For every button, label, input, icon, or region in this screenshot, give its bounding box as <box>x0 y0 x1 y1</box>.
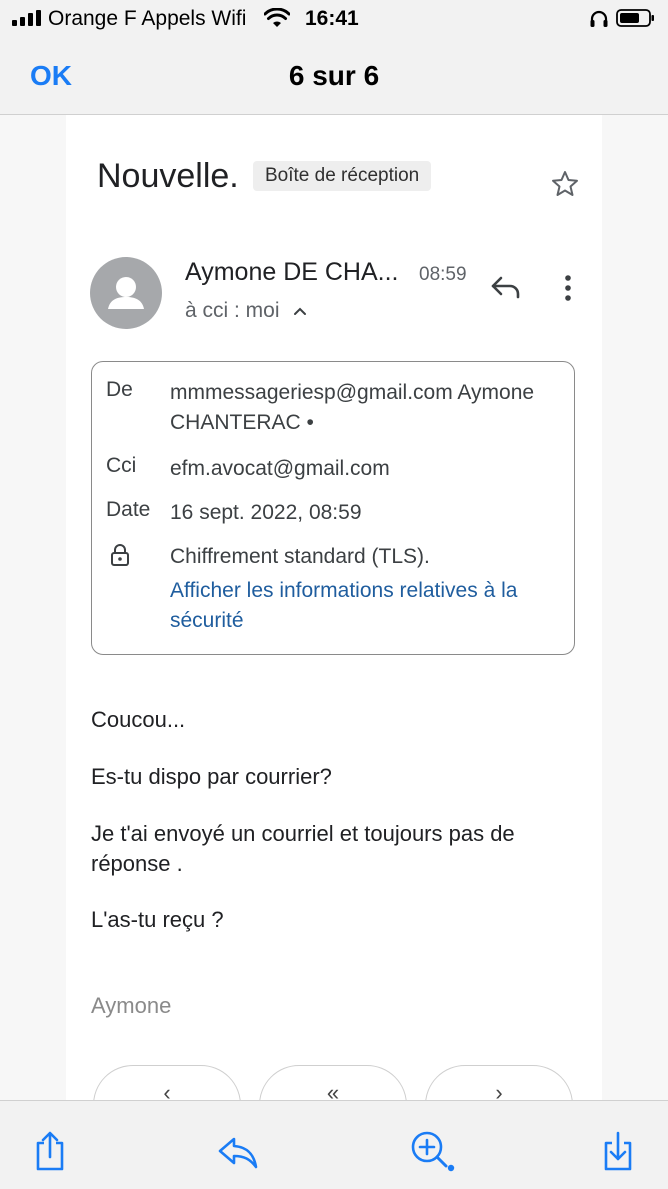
inbox-label[interactable]: Boîte de réception <box>253 161 431 191</box>
status-bar <box>0 0 668 40</box>
person-icon <box>90 257 162 329</box>
recipients-toggle[interactable] <box>185 299 307 323</box>
more-icon[interactable] <box>556 273 580 303</box>
email-details-card <box>91 361 575 655</box>
email-viewer[interactable] <box>0 115 668 1100</box>
zoom-in-icon[interactable] <box>408 1129 456 1173</box>
reply-toolbar-icon[interactable] <box>216 1129 260 1173</box>
reply-pill-button[interactable]: ‹ <box>93 1065 241 1100</box>
navigation-bar <box>0 40 668 115</box>
clock: 16:41 <box>305 7 359 30</box>
avatar[interactable] <box>90 257 162 329</box>
body-line: Es-tu dispo par courrier? <box>91 764 332 789</box>
bottom-toolbar <box>0 1100 668 1189</box>
signal-icon <box>12 10 42 26</box>
page-title: 6 sur 6 <box>288 60 380 91</box>
encryption-text: Chiffrement standard (TLS). <box>170 545 430 568</box>
chevron-up-icon <box>293 306 307 316</box>
security-info-link[interactable]: Afficher les informations relatives à la sécurité <box>170 579 518 632</box>
ok-button[interactable]: OK <box>30 60 72 91</box>
from-label: De <box>106 378 133 401</box>
carrier-name: Orange F Appels Wifi <box>48 7 247 30</box>
date-value: 16 sept. 2022, 08:59 <box>170 501 362 524</box>
email-page <box>66 115 602 1100</box>
email-subject: Nouvelle. <box>97 157 239 195</box>
star-icon[interactable] <box>550 169 580 199</box>
recipients-text: à cci : moi <box>185 299 280 322</box>
lock-icon <box>110 543 130 567</box>
sender-name[interactable]: Aymone DE CHA... <box>185 258 399 286</box>
battery-icon <box>616 8 656 28</box>
body-line: Je t'ai envoyé un courriel et toujours pas de réponse . <box>91 821 515 876</box>
date-label: Date <box>106 498 151 521</box>
cci-label: Cci <box>106 454 137 477</box>
from-value[interactable]: mmmessageriesp@gmail.com Aymone CHANTERAC • <box>170 381 535 434</box>
share-icon[interactable] <box>30 1129 70 1173</box>
wifi-icon <box>264 8 290 28</box>
body-line: Coucou... <box>91 707 186 732</box>
signature: Aymone <box>91 993 172 1018</box>
reply-icon[interactable] <box>490 273 522 301</box>
email-time: 08:59 <box>419 264 467 285</box>
headphones-icon <box>589 9 609 29</box>
reply-all-pill-button[interactable]: « <box>259 1065 407 1100</box>
body-line: L'as-tu reçu ? <box>91 907 224 932</box>
download-icon[interactable] <box>598 1129 638 1173</box>
forward-pill-button[interactable]: › <box>425 1065 573 1100</box>
cci-value[interactable]: efm.avocat@gmail.com <box>170 457 390 480</box>
